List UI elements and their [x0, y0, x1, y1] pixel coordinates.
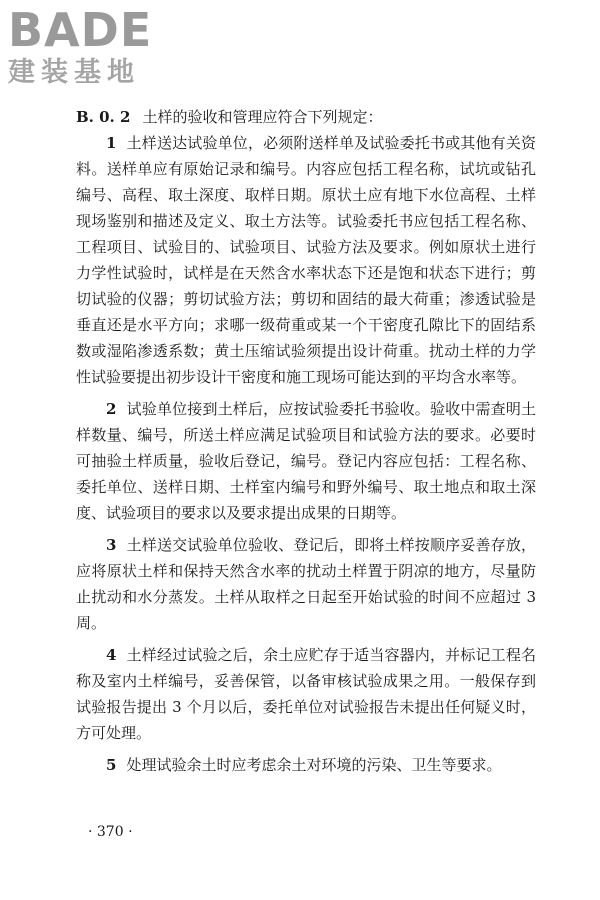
clause-text: 处理试验余土时应考虑余土对环境的污染、卫生等要求。 [126, 756, 502, 774]
clause-text: 土样送达试验单位，必须附送样单及试验委托书或其他有关资料。送样单应有原始记录和编号。内容应包括工程名称，试坑或钻孔编号、高程、取土深度、取样日期。原状土应有地下水位高程、土样现场鉴别和描述及定义、取土方法等。试验委托书应包括工程名称、工程项目、试验目的、试验项目、试验方法及要求。例如原状土进行力学性试验时，试样是在天然含水率状态下还是饱和状态下进行；剪切试验的仪器；剪切试验方法；剪切和固结的最大荷重；渗透试验是垂直还是水平方向；求哪一级荷重或某一个干密度孔隙比下的固结系数或湿陷渗透系数；黄土压缩试验须提出设计荷重。扰动土样的力学性试验要提出初步设计干密度和施工现场可能达到的平均含水率等。 [76, 134, 536, 386]
clause-text: 土样送交试验单位验收、登记后，即将土样按顺序妥善存放，应将原状土样和保持天然含水率的扰动土样置于阴凉的地方，尽量防止扰动和水分蒸发。土样从取样之日起至开始试验的时间不应超过 3 周。 [76, 536, 536, 632]
clause-3 [76, 532, 536, 636]
clause-5 [76, 752, 536, 778]
document-body [76, 104, 536, 784]
clause-number: 2 [106, 400, 117, 418]
logo [8, 3, 178, 90]
clause-2 [76, 396, 536, 526]
clause-text: 土样经过试验之后，余土应贮存于适当容器内，并标记工程名称及室内土样编号，妥善保管，以备审核试验成果之用。一般保存到试验报告提出 3 个月以后，委托单位对试验报告未提出任何疑义时，方可处理。 [76, 646, 536, 742]
section-title: 土样的验收和管理应符合下列规定： [142, 108, 383, 126]
clause-1 [76, 130, 536, 390]
logo-subtitle: 建装基地 [8, 57, 140, 88]
clause-number: 5 [106, 756, 117, 774]
clause-number: 3 [106, 536, 117, 554]
page-number: · 370 · [88, 824, 133, 840]
section-number: B. 0. 2 [76, 108, 131, 126]
logo-mark: BADE [8, 3, 153, 57]
clause-number: 1 [106, 134, 117, 152]
clause-4 [76, 642, 536, 746]
clause-text: 试验单位接到土样后，应按试验委托书验收。验收中需查明土样数量、编号，所送土样应满足试验项目和试验方法的要求。必要时可抽验土样质量，验收后登记，编号。登记内容应包括：工程名称、委托单位、送样日期、土样室内编号和野外编号、取土地点和取土深度、试验项目的要求以及要求提出成果的日期等。 [76, 400, 536, 522]
clause-number: 4 [106, 646, 117, 664]
section-heading [76, 104, 536, 130]
